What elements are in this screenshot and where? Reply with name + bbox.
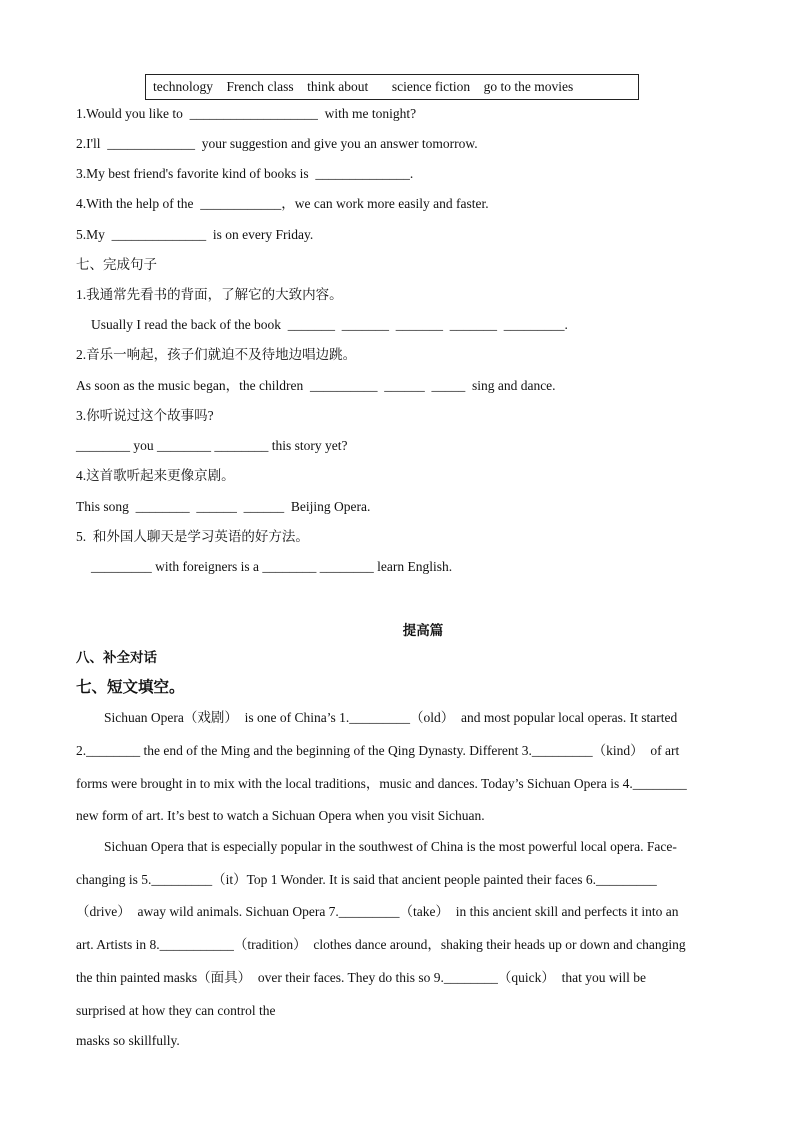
- ex6-q4: 4.With the help of the ____________，we can work more easily and faster.: [76, 196, 489, 211]
- passage-line: masks so skillfully.: [76, 1033, 180, 1048]
- passage-line: changing is 5._________（it）Top 1 Wonder. It is said that ancient people painted their faces 6._________: [76, 872, 657, 887]
- passage-line: art. Artists in 8.___________（tradition） clothes dance around，shaking their heads up or down and changing: [76, 937, 686, 952]
- ex7-q5-en: _________ with foreigners is a ________ ________ learn English.: [91, 559, 453, 574]
- word-bank-box: technology French class think about science fiction go to the movies: [145, 74, 639, 100]
- section7-title: 七、完成句子: [76, 257, 157, 272]
- ex7-q5-cn: 5. 和外国人聊天是学习英语的好方法。: [76, 529, 309, 544]
- passage-line: 2.________ the end of the Ming and the beginning of the Qing Dynasty. Different 3._________（kind） of art: [76, 743, 680, 758]
- passage-line: forms were brought in to mix with the local traditions，music and dances. Today’s Sichuan Opera is 4.________: [76, 776, 687, 791]
- section8-title: 八、补全对话: [76, 650, 157, 665]
- ex7-q1-en: Usually I read the back of the book _______ _______ _______ _______ _________.: [91, 317, 568, 332]
- passage-line: Sichuan Opera（戏剧） is one of China’s 1._________（old） and most popular local operas. It started: [104, 710, 678, 725]
- ex7-q3-en: ________ you ________ ________ this story yet?: [76, 438, 348, 453]
- ex7-q2-cn: 2.音乐一响起，孩子们就迫不及待地边唱边跳。: [76, 347, 357, 362]
- section7b-title: 七、短文填空。: [76, 679, 185, 696]
- ex7-q4-en: This song ________ ______ ______ Beijing Opera.: [76, 499, 371, 514]
- ex7-q1-cn: 1.我通常先看书的背面，了解它的大致内容。: [76, 287, 343, 302]
- passage-line: new form of art. It’s best to watch a Sichuan Opera when you visit Sichuan.: [76, 808, 485, 823]
- ex7-q2-en: As soon as the music began，the children __________ ______ _____ sing and dance.: [76, 378, 556, 393]
- ex7-q3-cn: 3.你听说过这个故事吗?: [76, 408, 214, 423]
- passage-line: surprised at how they can control the: [76, 1003, 276, 1018]
- ex6-q3: 3.My best friend's favorite kind of books is ______________.: [76, 166, 414, 181]
- ex6-q2: 2.I'll _____________ your suggestion and give you an answer tomorrow.: [76, 136, 478, 151]
- ex7-q4-cn: 4.这首歌听起来更像京剧。: [76, 468, 235, 483]
- ex6-q1: 1.Would you like to ___________________ with me tonight?: [76, 106, 417, 121]
- passage-line: Sichuan Opera that is especially popular in the southwest of China is the most powerful local opera. Face-: [104, 839, 677, 854]
- passage-line: the thin painted masks（面具） over their faces. They do this so 9.________（quick） that you will be: [76, 970, 647, 985]
- advanced-title: 提高篇: [402, 623, 444, 638]
- ex6-q5: 5.My ______________ is on every Friday.: [76, 227, 314, 242]
- passage-line: （drive） away wild animals. Sichuan Opera 7._________（take） in this ancient skill and perfects it into an: [76, 904, 679, 919]
